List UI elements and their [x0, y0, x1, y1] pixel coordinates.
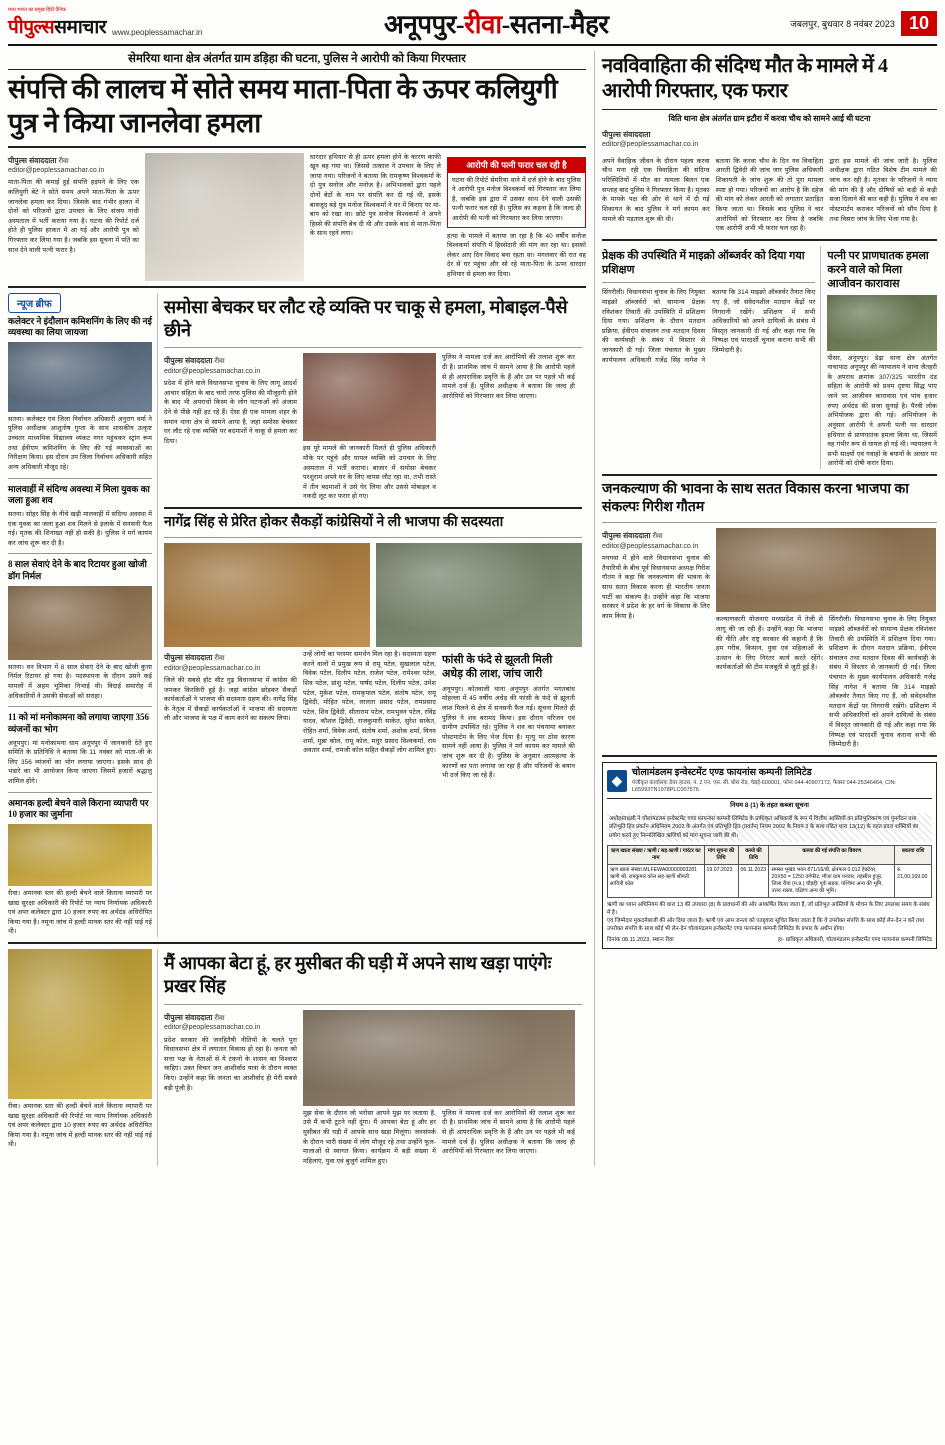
logo-tagline: मध्य भारत का प्रमुख हिंदी दैनिक — [8, 6, 66, 13]
jankalyan-byline: पीपुल्स संवाददाता रीवा editor@peoplessamachar.co.in — [602, 531, 699, 550]
brief-text-5: रीवा। अमानक स्तर की हल्दी बेचने वाले किराना व्यापारी पर खाद्य सुरक्षा अधिकारी की रिपोर्ट पर न्याय निर्णायक अधिकारी एवं अपर कलेक्टर द्वारा 10 हजार रुपए का अर्थदंड अधिरोपित किया गया है। नमूना जांच में हल्दी मानक स्तर की नहीं पाई गई थी। — [8, 889, 152, 936]
ad-header — [607, 767, 932, 799]
nagendra-photo — [164, 543, 370, 647]
ad-cell-loan: ऋण खाता संख्या MLFEWA00000003281 ऋणी श्री. रामकुमार कोल सह-ऋणी श्रीमती सावित्री कोल — [608, 864, 705, 897]
jankalyan-col2: कल्याणकारी योजनाएं मध्यप्रदेश में तेजी से लागू की जा रही हैं। उन्होंने कहा कि भाजपा की नीति और राष्ट्र सरकार की कहानी है कि हम गरीब, किसान, युवा एवं महिलाओं के उत्थान के लिए निरंतर कार्य करते रहेंगे। कार्यकर्ताओं की टीम मजबूती से जुटी हुई है। — [716, 616, 823, 672]
patni-story — [827, 246, 937, 469]
navvivahita-col2: बताया कि करवा चौथ के दिन नव विवाहिता आरती द्विवेदी की जांच जार पुलिस अधिकारी शिकायती के जांच शुरू की तो पूरा मामला स्पष्ट हो गया। परिजनों का आरोप है कि दहेज की मांग को लेकर आरती को लगातार प्रताड़ित किया जाता था। जिसके बाद पुलिस ने चार आरोपियों को गिरफ्तार कर लिया है जबकि एक आरोपी अभी भी फरार चल रहा है। — [715, 157, 824, 233]
ad-company-name: चोलामंडलम इन्वेस्टमेंट एण्ड फायनांस कम्पनी लिमिटेड — [631, 766, 812, 778]
website-url: www.peoplessamachar.in — [112, 27, 203, 37]
ad-cell-property: समस्त भूखंड भवन 871/16/बी, क्षेत्रफल 0.012 हेक्टेयर, 20X50 = 1250 वर्गफीट, मौजा ग्राम पनवार, तहसील हुजूर, जिला रीवा (म.प्र.) चौहद्दीः पूर्वः सड़क, पश्चिमः अन्य की भूमि, उत्तरः रास्ता, दक्षिणः अन्य की भूमि। — [769, 864, 895, 897]
nagendra-headline: नागेंद्र सिंह से प्रेरित होकर सैकड़ों कांग्रेसियों ने ली भाजपा की सदस्यता — [164, 514, 504, 530]
jankalyan-story — [602, 481, 937, 750]
myson-side-photo — [8, 949, 152, 1099]
ad-col-4: बकाया राशि — [895, 845, 932, 864]
logo-text: पीपुल्ससमाचार — [8, 16, 107, 38]
navvivahita-byline: पीपुल्स संवाददाता editor@peoplessamachar.co.in — [602, 130, 699, 149]
ad-col-1: मांग सूचना की तिथि — [704, 845, 738, 864]
brief-text-2: सतना। सोहर सिंह के नीचे खड़ी मालवाहीं में संदिग्ध अवस्था में एक युवक का जला हुआ शव मिलने से इलाके में सनसनी फैल गई। मृतक की शिनाख्त नहीं हो सकी है। पुलिस ने मर्ग कायम कर जांच शुरू कर दी है। — [8, 510, 152, 547]
samosa-headline: समोसा बेचकर घर लौट रहे व्यक्ति पर चाकू से हमला, मोबाइल-पैसे छीने — [164, 296, 568, 340]
lead-col1: माता-पिता की कमाई हुई संपत्ति हड़पने के लिए एक कलियुगी बेटे ने सोते समय अपने माता-पिता के ऊपर जानलेवा हमला कर दिया। जिसके बाद गंभीर हालत में दोनों को परिजनों द्वारा उपचार के लिए संजय गांधी अस्पताल में भर्ती कराया गया है। घटना की रिपोर्ट दर्ज होते ही पुलिस हरकत में आ गई और आरोपी पुत्र को गिरफ्तार कर लिया गया है। जबकि इस सूचना में पति का साथ देने वाली पत्नी फरार है। — [8, 179, 140, 254]
brief-text-3: सतना। वन विभाग में 8 साल सेवाएं देने के बाद खोजी कुत्ता निर्मल रिटायर हो गया है। पदस्थापना के दौरान उसने कई मामलों में अहम भूमिका निभाई थी। विदाई समारोह में अधिकारियों ने उसकी सेवाओं को सराहा। — [8, 663, 152, 700]
jankalyan-photo — [716, 528, 936, 612]
nagendra-byline: पीपुल्स संवाददाता रीवा editor@peoplessamachar.co.in — [164, 653, 261, 672]
brief-photo-5 — [8, 824, 152, 886]
patni-text: पीसर, अनूपपुर। डेढ़ा थाना क्षेत्र अंतर्गत नाचापाठ अनूपपुर की न्यायालय ने थाना जैतहरी के अपराध क्रमांक 307/325 भारतीय दंड संहिता के आरोपी को प्रथम दृष्टया सिद्ध पाए जाने पर आजीवन कारावास एवं पांच हजार रुपए अर्थदंड की सजा सुनाई है। पैरवी लोक अभियोजक द्वारा की गई। अभियोजन के अनुसार आरोपी ने अपनी पत्नी पर धारदार हथियार से प्राणघातक हमला किया था, जिसमें वह गंभीर रूप से घायल हो गई थी। न्यायालय ने सभी साक्ष्यों एवं गवाहों के बयानों के आधार पर आरोपी को दोषी करार दिया। — [827, 354, 937, 468]
lead-byline: पीपुल्स संवाददाता रीवा editor@peoplessamachar.co.in — [8, 155, 105, 174]
ad-intro-text: अधोहस्ताक्षरी ने चोलामंडलम इन्वेस्टमेंट एण्ड फायनांस कम्पनी लिमिटेड के प्राधिकृत अधिकारी के रूप में वित्तीय आस्तियों का प्रतिभूतिकरण एवं पुनर्गठन तथा प्रतिभूति हित प्रवर्तन अधिनियम 2002 के अंतर्गत एवं प्रतिभूति हित (प्रवर्तन) नियम 2002 के नियम 3 के साथ पठित धारा 13(12) के तहत प्रदत्त शक्तियों का प्रयोग करते हुए निम्नलिखित ऋणियों को मांग सूचना जारी की थी। — [607, 813, 932, 841]
lead-headline: संपत्ति की लालच में सोते समय माता-पिता के ऊपर कलियुगी पुत्र ने किया जानलेवा हमला — [8, 74, 558, 138]
brief-headline-4: 11 को मां मनोकामना को लगाया जाएगा 356 व्यंजनों का भोग — [8, 712, 150, 734]
lead-col2: धारदार हथियार से ही ऊपर हमला होने के कारण काफी खून बह गया था। जिससे तत्काल ने उपचार के लिए ले जाया गया। परिजनों ने बताया कि रामकृष्ण विश्वकर्मा के दो पुत्र सनोज और मनोज है। अभिभावकों द्वारा पहले दोनों बेटों के नाम पर संपत्ति कर दी गई थी, इसके बावजूद बड़े पुत्र मनोज विश्वकर्मा ने घर में किराए पर मां-बाप को रखा था। छोटे पुत्र सनोज विश्वकर्मा ने अपने हिस्से की संपत्ति बेच दी थी और उसके बाद से माता-पिता के साथ रहने लगा। — [309, 153, 441, 238]
nagendra-names: उन्हें लोगों का परस्पर समर्थन मिल रहा है। सदस्यता ग्रहण करने वालों में प्रमुख रूप से रामू पटेल, सुखलाल पटेल, विवेक पटेल, दिलीप पटेल, राजेश पटेल, रामेश्वर पटेल, शिव पटेल, प्रांशु पटेल, पार्षद पटेल, दिलीप पटेल, उमेश पटेल, मुकेश पटेल, रामकृपाल पटेल, संतोष पटेल, रामू द्विवेदी, मोहित पटेल, लालता प्रसाद पटेल, रामप्रसाद पटेल, शिव द्विवेदी, सीताराम पटेल, रामभुवन पटेल, रविंद्र यादव, कौशल द्विवेदी, राजकुमारी साकेत, सुरेश साकेत, रोहित शर्मा, विवेक शर्मा, संतोष शर्मा, अशोक शर्मा, विनय शर्मा, मुन्ना कोल, रामू कोल, मधुर प्रसाद विश्वकर्मा, राम अवतार शर्मा, रामजी कोल सहित सैकड़ों लोग शामिल हुए। — [303, 651, 436, 755]
possession-notice-ad — [602, 762, 937, 949]
ad-col-3: कब्जा की गई संपत्ति का विवरण — [769, 845, 895, 864]
date-and-page — [790, 11, 937, 36]
lead-col3: हत्या के मामले में बताया जा रहा है कि 40 वर्षीय सनोज विश्वकर्मा संपत्ति में हिस्सेदारी की मांग कर रहा था। इसको लेकर आए दिन विवाद बना रहता था। मंगलवार की रात वह देर से घर पहुंचा और सो रहे माता-पिता के ऊपर धारदार हथियार से हमला कर दिया। — [446, 232, 586, 278]
training-text: सिंगरौली। विधानसभा चुनाव के लिए नियुक्त माइक्रो ऑब्जर्वरों को सामान्य प्रेक्षक रविशंकर तिवारी की उपस्थिति में प्रशिक्षण दिया गया। प्रशिक्षण के दौरान मतदान प्रक्रिया, ईवीएम संचालन तथा मतदान दिवस की कार्यवाही के संबंध में विस्तार से जानकारी दी गई। जिला पंचायत के मुख्य कार्यपालन अधिकारी गजेंद्र सिंह नागेश ने बताया कि 314 माइक्रो ऑब्जर्वर तैनात किए गए हैं, जो संवेदनशील मतदान केंद्रों पर निगरानी रखेंगे। प्रशिक्षण में सभी अधिकारियों को अपने दायित्वों के संबंध में विस्तृत जानकारी दी गई और कहा गया कि निष्पक्ष एवं पारदर्शी चुनाव कराना सभी की जिम्मेदारी है। — [602, 289, 816, 364]
navvivahita-headline: नवविवाहिता की संदिग्ध मौत के मामले में 4 आरोपी गिरफ्तार, एक फरार — [602, 55, 888, 102]
phansi-text: अनूपपुर। कोतवाली थाना अनूपपुर अंतर्गत भगतबांध मोहल्ला में 45 वर्षीय अधेड़ की फांसी के फंदे से झूलती लाश मिलने से क्षेत्र में सनसनी फैल गई। सूचना मिलते ही पुलिस ने शव बरामद किया। इस दौरान परिजन एवं ग्रामीण उपस्थित रहे। पुलिस ने शव का पंचनामा बनाकर पोस्टमार्टम के लिए भेज दिया है। मृत्यु पर ठोस कारण सामने नहीं आया है। पुलिस ने मर्ग कायम कर मामले की जांच शुरू कर दी है। पुलिस के अनुसार आत्महत्या के कारणों का पता लगाया जा रहा है और परिजनों के बयान भी दर्ज किए जा रहे हैं। — [442, 685, 575, 780]
ad-cell-possession-date: 06.11.2023 — [738, 864, 769, 897]
myson-col3: पुलिस ने मामला दर्ज कर आरोपियों की तलाश शुरू कर दी है। प्राथमिक जांच में सामने आया है कि आरोपी पहले से ही आपराधिक प्रवृत्ति के हैं और उन पर पहले भी कई मामले दर्ज हैं। पुलिस अधीक्षक ने बताया कि जल्द ही आरोपियों को गिरफ्तार कर लिया जाएगा। — [442, 1109, 575, 1156]
ad-foot-1: ऋणी का ध्यान अधिनियम की धारा 13 की उपधारा (8) के प्रावधानों की ओर आकर्षित किया जाता है, जो प्रतिभूत आस्तियों के मोचन के लिए उपलब्ध समय के संबंध में है। — [607, 901, 930, 916]
myson-story — [8, 949, 586, 1166]
lead-sidebar-box — [447, 157, 586, 228]
nagendra-text1: जिले की सबसे हॉट सीट गुढ़ विधानसभा में कांग्रेस की जमकर किरकिरी हुई है। जहां कांग्रेस छोड़कर सैकड़ों कार्यकर्ताओं ने भाजपा की सदस्यता ग्रहण की। नागेंद्र सिंह के नेतृत्व में सैकड़ों कार्यकर्ताओं ने भाजपा की सदस्यता ली और भाजपा के पक्ष में काम करने का संकल्प लिया। — [164, 677, 297, 723]
brief-text-4: अनूपपुर। मां मनोकामना धाम अनूपपुर में जानकारी देते हुए समिति के प्रतिनिधि ने बताया कि 11 नवंबर को माता-जी के लिए 356 व्यंजनों का भोग लगाया जाएगा। इसके साथ ही भंडारे का भी आयोजन किया जाएगा जिसमें हजारों श्रद्धालु शामिल होंगे। — [8, 739, 152, 785]
myson-headline: मैं आपका बेटा हूं, हर मुसीबत की घड़ी में अपने साथ खड़ा पाएंगेः प्रखर सिंह — [164, 953, 552, 997]
ad-rule-line: नियम 8 (1) के तहत कब्जा सूचना — [730, 801, 809, 809]
training-headline: प्रेक्षक की उपस्थिति में माइक्रो ऑब्जर्वर को दिया गया प्रशिक्षण — [602, 249, 805, 277]
brief-photo-1 — [8, 342, 152, 412]
myson-col2: मुझ सेवा के दौरान जो भरोसा आपने मुझ पर जताया है, उसे मैं कभी टूटने नहीं दूंगा। मैं आपका बेटा हूं और हर मुसीबत की घड़ी में आपके साथ खड़ा मिलूंगा। जनसंपर्क के दौरान भारी संख्या में लोग मौजूद रहे तथा उन्होंने फूल-मालाओं से स्वागत किया। कार्यक्रम में बड़ी संख्या में महिलाएं, युवा एवं बुजुर्ग शामिल हुए। — [303, 1109, 436, 1165]
publication-logo — [8, 8, 202, 39]
ad-table-header-row — [608, 845, 932, 864]
navvivahita-story — [602, 54, 937, 234]
brief-headline-2: मालवाहीं में संदिग्ध अवस्था में मिला युवक का जला हुआ शव — [8, 483, 150, 506]
jankalyan-col3: सिंगरौली। विधानसभा चुनाव के लिए नियुक्त माइक्रो ऑब्जर्वरों को सामान्य प्रेक्षक रविशंकर तिवारी की उपस्थिति में प्रशिक्षण दिया गया। प्रशिक्षण के दौरान मतदान प्रक्रिया, ईवीएम संचालन तथा मतदान दिवस की कार्यवाही के संबंध में विस्तार से जानकारी दी गई। जिला पंचायत के मुख्य कार्यपालन अधिकारी गजेंद्र सिंह नागेश ने बताया कि 314 माइक्रो ऑब्जर्वर तैनात किए गए हैं, जो संवेदनशील मतदान केंद्रों पर निगरानी रखेंगे। प्रशिक्षण में सभी अधिकारियों को अपने दायित्वों के संबंध में विस्तृत जानकारी दी गई और कहा गया कि निष्पक्ष एवं पारदर्शी चुनाव कराना सभी की जिम्मेदारी है। — [829, 616, 936, 749]
myson-col1: प्रदेश सरकार की जनहितैषी नीतियों के चलते पूरा विधानसभा क्षेत्र में लगातार विकास हो रहा है। जनता को सत्ता पक्ष के नेताओं से ये टकनो के शासन का विश्वास चाहिए। उक्त विचार जन आशीर्वाद यात्रा के दौरान व्यक्त किए। उन्होंने कहा कि जनता का आशीर्वाद ही मेरी सबसे बड़ी पूंजी है। — [164, 1036, 297, 1092]
ad-foot-2: एवं जिम्मेदार मुकदमेबाजी की ओर दिया जाता है। ऋणी एवं आम जनता को एतद्द्वारा सूचित किया जाता है कि वे उपरोक्त संपत्ति के साथ कोई लेन-देन न करें तथा उपरोक्त संपत्ति के साथ कोई भी लेन-देन चोलामंडलम इन्वेस्टमेंट एण्ड फायनांस कम्पनी लिमिटेड के प्रभार के अधीन होगा। — [607, 917, 925, 933]
page-number: 10 — [901, 11, 937, 36]
brief-headline-1: कलेक्टर ने इंदौलान कमिशनिंग के लिए की नई व्यवस्था का लिया जायजा — [8, 315, 152, 338]
training-story — [602, 246, 821, 469]
myson-photo — [303, 1010, 575, 1106]
jankalyan-col1: मनगवां में होने वाले विधानसभा चुनाव की तैयारियों के बीच पूर्व विधानसभा अध्यक्ष गिरीश गौतम ने कहा कि जनकल्याण की भावना के साथ सतत विकास करना ही भारतीय जनता पार्टी का संकल्प है। उन्होंने कहा कि भाजपा सरकार ने प्रदेश के हर वर्ग के विकास के लिए काम किया है। — [602, 555, 710, 620]
ad-cell-amount: रु. 21,00,169.00 — [895, 864, 932, 897]
lead-illustration — [145, 153, 304, 281]
table-row — [608, 864, 932, 897]
lead-box-heading: आरोपी की पत्नी फरार चल रही है — [448, 158, 585, 173]
news-brief-column — [8, 293, 158, 938]
lead-kicker: सेमरिया थाना क्षेत्र अंतर्गत ग्राम डड़िहा की घटना, पुलिस ने आरोपी को किया गिरफ्तार — [8, 51, 586, 70]
publication-date: जबलपुर, बुधवार 8 नवंबर 2023 — [790, 18, 895, 29]
training-and-patni — [602, 246, 937, 469]
patni-headline: पत्नी पर प्राणघातक हमला करने वाले को मिला आजीवन कारावास — [827, 249, 929, 291]
news-brief-badge: न्यूज ब्रीफ — [8, 293, 61, 313]
patni-court-photo — [827, 295, 937, 351]
navvivahita-col1: अपने वैवाहिक जीवन के दौरान पहला करवा चौथ मना रही एक विवाहिता की संदिग्ध परिस्थितियों में मौत का मामला बिलत एक सप्ताह बाद पुलिस ने गिरफ्तार किया है। मृतका के मायके पक्ष की ओर से थाने में दी गई शिकायत के बाद पुलिस ने मर्ग कायम कर मामले की पड़ताल शुरू की थी। — [602, 157, 710, 223]
nagendra-story — [164, 514, 582, 781]
page-columns — [8, 51, 937, 1166]
masthead — [8, 6, 937, 46]
ad-signature: ह/- प्राधिकृत अधिकारी, चोलामंडलम इन्वेस्टमेंट एण्ड फायनांस कम्पनी लिमिटेड — [777, 937, 932, 944]
navvivahita-kicker: विति थाना क्षेत्र अंतर्गत ग्राम इटौरा में करवा चौथ को सामने आई थी घटना — [602, 109, 937, 127]
samosa-col1: प्रदेश में होने वाले विधानसभा चुनाव के लिए लागू आदर्श आचार संहिता के बाद चारों तरफ पुलिस की मौजूदगी होने के बाद भी अपराधों किस्म के लोग घटनाओं को अंजाम देने से पीछे नहीं हट रहे हैं। ऐसा ही एक मामला शहर के समान थाना क्षेत्र से सामने आया है, जहां समोसा बेचकर घर लौट रहे एक व्यक्ति पर बदमाशों ने चाकू से हमला कर दिया। — [164, 380, 297, 445]
brief-headline-3: 8 साल सेवाएं देने के बाद रिटायर हुआ खोजी डॉग निर्मल — [8, 559, 147, 582]
brief-text-1: सतना। कलेक्टर एवं जिला निर्वाचन अधिकारी अनुराग वर्मा ने पुलिस अधीक्षक आशुतोष गुप्ता के साथ शासकीय उत्कृष्ट उच्चतर माध्यमिक विद्यालय व्यंकट नगर पहुंचकर स्ट्रांग रूम तथा ईवीएम कमिशनिंग के लिए की गई व्यवस्थाओं का निरीक्षण किया। इस दौरान उप जिला निर्वाचन अधिकारी सहित अन्य अधिकारी मौजूद रहे। — [8, 415, 152, 471]
jankalyan-headline: जनकल्याण की भावना के साथ सतत विकास करना भाजपा का संकल्पः गिरीश गौतम — [602, 481, 909, 516]
ad-address: पंजीकृत कार्यालयः डेयर हाउस, नं. 2 एन. एस. सी. बोस रोड, चेन्नई-600001, फोनः 044-40907172, फैक्सः 044-25346464, CIN: L65993TN1978PLC007576 — [631, 779, 897, 794]
myson-side-text: रीवा। अमानक स्तर की हल्दी बेचने वाले किराना व्यापारी पर खाद्य सुरक्षा अधिकारी की रिपोर्ट पर न्याय निर्णायक अधिकारी एवं अपर कलेक्टर द्वारा 10 हजार रुपए का अर्थदंड अधिरोपित किया गया है। नमूना जांच में हल्दी मानक स्तर की नहीं पाई गई थी। — [8, 1103, 152, 1149]
navvivahita-col3: द्वारा इस मामले की जांच जारी है। पुलिस अधीक्षक द्वारा गठित विशेष टीम मामले की जांच कर रही है। मृतका के परिजनों ने न्याय की मांग की है और दोषियों को कड़ी से कड़ी सजा दिलाने की बात कही है। पुलिस ने शव का पोस्टमार्टम कराकर परिजनों को सौंप दिया है तथा विसरा जांच के लिए भेजा गया है। — [829, 157, 938, 223]
ad-date-place: दिनांक 08.11.2023, स्थानः रीवा — [607, 937, 674, 944]
brief-headline-5: अमानक हल्दी बेचने वाले किराना व्यापारी पर 10 हजार का जुर्माना — [8, 797, 149, 820]
brief-and-samosa — [8, 293, 586, 938]
left-section — [8, 51, 586, 1166]
right-section — [594, 51, 937, 1166]
ad-table — [607, 845, 932, 898]
ad-col-0: ऋण खाता संख्या / ऋणी / सह-ऋणी / गारंटर का नाम — [608, 845, 705, 864]
phansi-headline: फांसी के फंदे से झूलती मिली अधेड़ की लाश, जांच जारी — [442, 654, 553, 681]
ad-cell-notice-date: 19.07.2023 — [704, 864, 738, 897]
chola-logo-icon: ◆ — [607, 770, 627, 792]
nagendra-photo-2 — [376, 543, 582, 647]
samosa-story — [164, 293, 582, 938]
lead-box-text: घटना की रिपोर्ट सेमरिया थाने में दर्ज होने के बाद पुलिस ने आरोपी पुत्र मनोज विश्वकर्मा को गिरफ्तार कर लिया है, जबकि इस द्वारा में उसका साथ देने वाली उसकी पत्नी फरार चल रही है। पुलिस का कहना है कि जल्द ही आरोपी की पत्नी को गिरफ्तार कर लिया जाएगा। — [451, 176, 581, 222]
myson-byline: पीपुल्स संवाददाता रीवा editor@peoplessamachar.co.in — [164, 1012, 261, 1032]
samosa-col3: पुलिस ने मामला दर्ज कर आरोपियों की तलाश शुरू कर दी है। प्राथमिक जांच में सामने आया है कि आरोपी पहले से ही आपराधिक प्रवृत्ति के हैं और उन पर पहले भी कई मामले दर्ज हैं। पुलिस अधीक्षक ने बताया कि जल्द ही आरोपियों को गिरफ्तार कर लिया जाएगा। — [442, 354, 575, 400]
edition-title: अनूपपुर-रीवा-सतना-मैहर — [383, 10, 609, 39]
lead-story — [8, 51, 586, 281]
samosa-photo — [303, 353, 436, 441]
brief-photo-3 — [8, 586, 152, 660]
samosa-byline: पीपुल्स संवाददाता रीवा editor@peoplessamachar.co.in — [164, 356, 261, 375]
ad-col-2: कब्जे की तिथि — [738, 845, 769, 864]
samosa-col2: इस पूरे मामले की जानकारी मिलते ही पुलिस अधिकारी मौके पर पहुंचे और घायल व्यक्ति को उपचार के लिए अस्पताल में भर्ती कराया। बाजार में समोसा बेचकर परशुराम अपने घर के लिए वापस लौट रहा था, तभी रास्ते में तीन बदमाशों ने उसे घेर लिया और उससे मोबाइल व नकदी लूट कर फरार हो गए। — [303, 445, 436, 501]
